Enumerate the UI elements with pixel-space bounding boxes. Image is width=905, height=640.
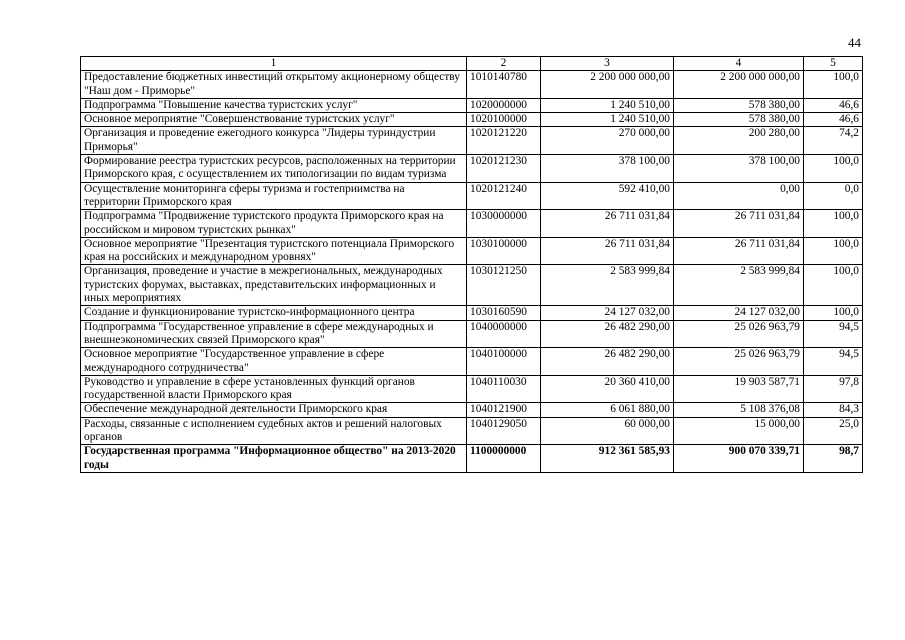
row-code-cell: 1100000000: [467, 445, 541, 473]
row-code-cell: 1030160590: [467, 306, 541, 320]
row-code-cell: 1020121240: [467, 182, 541, 210]
table-row: [81, 417, 863, 445]
row-plan-cell: 26 482 290,00: [541, 348, 674, 376]
table-body: [81, 71, 863, 473]
row-actual-cell: 578 380,00: [674, 98, 804, 112]
row-plan-cell: 2 200 000 000,00: [541, 71, 674, 99]
row-code-cell: 1020000000: [467, 98, 541, 112]
row-code-cell: 1040129050: [467, 417, 541, 445]
page-number: 44: [848, 35, 861, 50]
row-actual-cell: 25 026 963,79: [674, 348, 804, 376]
row-percent-cell: 74,2: [804, 127, 863, 155]
row-actual-cell: 578 380,00: [674, 113, 804, 127]
row-plan-cell: 378 100,00: [541, 155, 674, 183]
table-row: [81, 182, 863, 210]
row-percent-cell: 100,0: [804, 210, 863, 238]
row-percent-cell: 100,0: [804, 265, 863, 306]
row-plan-cell: 20 360 410,00: [541, 375, 674, 403]
row-percent-cell: 94,5: [804, 348, 863, 376]
row-code-cell: 1030121250: [467, 265, 541, 306]
row-code-cell: 1040100000: [467, 348, 541, 376]
row-percent-cell: 94,5: [804, 320, 863, 348]
row-name-cell: Осуществление мониторинга сферы туризма и гостеприимства на территории Приморского края: [81, 182, 467, 210]
row-plan-cell: 60 000,00: [541, 417, 674, 445]
table-row: [81, 113, 863, 127]
table-row: [81, 127, 863, 155]
column-header-name: 1: [81, 57, 467, 71]
row-code-cell: 1040110030: [467, 375, 541, 403]
row-percent-cell: 100,0: [804, 237, 863, 265]
column-header-code: 2: [467, 57, 541, 71]
column-header-percent: 5: [804, 57, 863, 71]
table-row: [81, 98, 863, 112]
row-name-cell: Обеспечение международной деятельности Приморского края: [81, 403, 467, 417]
budget-execution-table: [80, 56, 863, 473]
row-actual-cell: 25 026 963,79: [674, 320, 804, 348]
row-code-cell: 1010140780: [467, 71, 541, 99]
table-row: [81, 237, 863, 265]
row-plan-cell: 592 410,00: [541, 182, 674, 210]
row-actual-cell: 378 100,00: [674, 155, 804, 183]
row-actual-cell: 200 280,00: [674, 127, 804, 155]
row-percent-cell: 46,6: [804, 113, 863, 127]
row-actual-cell: 2 583 999,84: [674, 265, 804, 306]
row-name-cell: Подпрограмма "Продвижение туристского продукта Приморского края на российском и мировом туристских рынках": [81, 210, 467, 238]
row-code-cell: 1040121900: [467, 403, 541, 417]
row-code-cell: 1030100000: [467, 237, 541, 265]
row-name-cell: Организация и проведение ежегодного конкурса "Лидеры туриндустрии Приморья": [81, 127, 467, 155]
row-name-cell: Формирование реестра туристских ресурсов, расположенных на территории Приморского края, с осуществлением их типологизации по видам туризма: [81, 155, 467, 183]
column-header-plan: 3: [541, 57, 674, 71]
table-row: [81, 320, 863, 348]
row-percent-cell: 100,0: [804, 306, 863, 320]
row-actual-cell: 0,00: [674, 182, 804, 210]
row-name-cell: Подпрограмма "Повышение качества туристских услуг": [81, 98, 467, 112]
table-row: [81, 348, 863, 376]
row-name-cell: Основное мероприятие "Государственное управление в сфере международного сотрудничества": [81, 348, 467, 376]
row-actual-cell: 24 127 032,00: [674, 306, 804, 320]
row-name-cell: Государственная программа "Информационное общество" на 2013-2020 годы: [81, 445, 467, 473]
row-plan-cell: 24 127 032,00: [541, 306, 674, 320]
row-code-cell: 1030000000: [467, 210, 541, 238]
row-name-cell: Руководство и управление в сфере установленных функций органов государственной власти Приморского края: [81, 375, 467, 403]
row-plan-cell: 2 583 999,84: [541, 265, 674, 306]
row-percent-cell: 0,0: [804, 182, 863, 210]
row-name-cell: Предоставление бюджетных инвестиций открытому акционерному обществу "Наш дом - Приморье": [81, 71, 467, 99]
row-plan-cell: 912 361 585,93: [541, 445, 674, 473]
row-percent-cell: 100,0: [804, 155, 863, 183]
table-row: [81, 265, 863, 306]
row-plan-cell: 1 240 510,00: [541, 113, 674, 127]
row-code-cell: 1020121230: [467, 155, 541, 183]
row-actual-cell: 26 711 031,84: [674, 237, 804, 265]
row-actual-cell: 15 000,00: [674, 417, 804, 445]
row-name-cell: Основное мероприятие "Презентация туристского потенциала Приморского края на российских и международном уровнях": [81, 237, 467, 265]
table-row: [81, 403, 863, 417]
row-name-cell: Подпрограмма "Государственное управление в сфере международных и внешнеэкономических связей Приморского края": [81, 320, 467, 348]
row-plan-cell: 6 061 880,00: [541, 403, 674, 417]
row-percent-cell: 84,3: [804, 403, 863, 417]
table-row: [81, 445, 863, 473]
row-code-cell: 1020121220: [467, 127, 541, 155]
row-actual-cell: 2 200 000 000,00: [674, 71, 804, 99]
row-percent-cell: 25,0: [804, 417, 863, 445]
row-name-cell: Основное мероприятие "Совершенствование туристских услуг": [81, 113, 467, 127]
row-percent-cell: 97,8: [804, 375, 863, 403]
row-name-cell: Расходы, связанные с исполнением судебных актов и решений налоговых органов: [81, 417, 467, 445]
row-plan-cell: 26 711 031,84: [541, 210, 674, 238]
row-percent-cell: 46,6: [804, 98, 863, 112]
row-percent-cell: 100,0: [804, 71, 863, 99]
row-name-cell: Создание и функционирование туристско-информационного центра: [81, 306, 467, 320]
table-row: [81, 375, 863, 403]
row-name-cell: Организация, проведение и участие в межрегиональных, международных туристских форумах, выставках, представительских информационных и иных мероприятиях: [81, 265, 467, 306]
row-plan-cell: 26 711 031,84: [541, 237, 674, 265]
table-row: [81, 306, 863, 320]
row-percent-cell: 98,7: [804, 445, 863, 473]
table-row: [81, 71, 863, 99]
row-actual-cell: 19 903 587,71: [674, 375, 804, 403]
row-actual-cell: 5 108 376,08: [674, 403, 804, 417]
row-code-cell: 1040000000: [467, 320, 541, 348]
row-plan-cell: 1 240 510,00: [541, 98, 674, 112]
row-plan-cell: 26 482 290,00: [541, 320, 674, 348]
row-code-cell: 1020100000: [467, 113, 541, 127]
row-plan-cell: 270 000,00: [541, 127, 674, 155]
table-row: [81, 155, 863, 183]
column-header-actual: 4: [674, 57, 804, 71]
row-actual-cell: 26 711 031,84: [674, 210, 804, 238]
row-actual-cell: 900 070 339,71: [674, 445, 804, 473]
table-row: [81, 210, 863, 238]
table-header-row: [81, 57, 863, 71]
